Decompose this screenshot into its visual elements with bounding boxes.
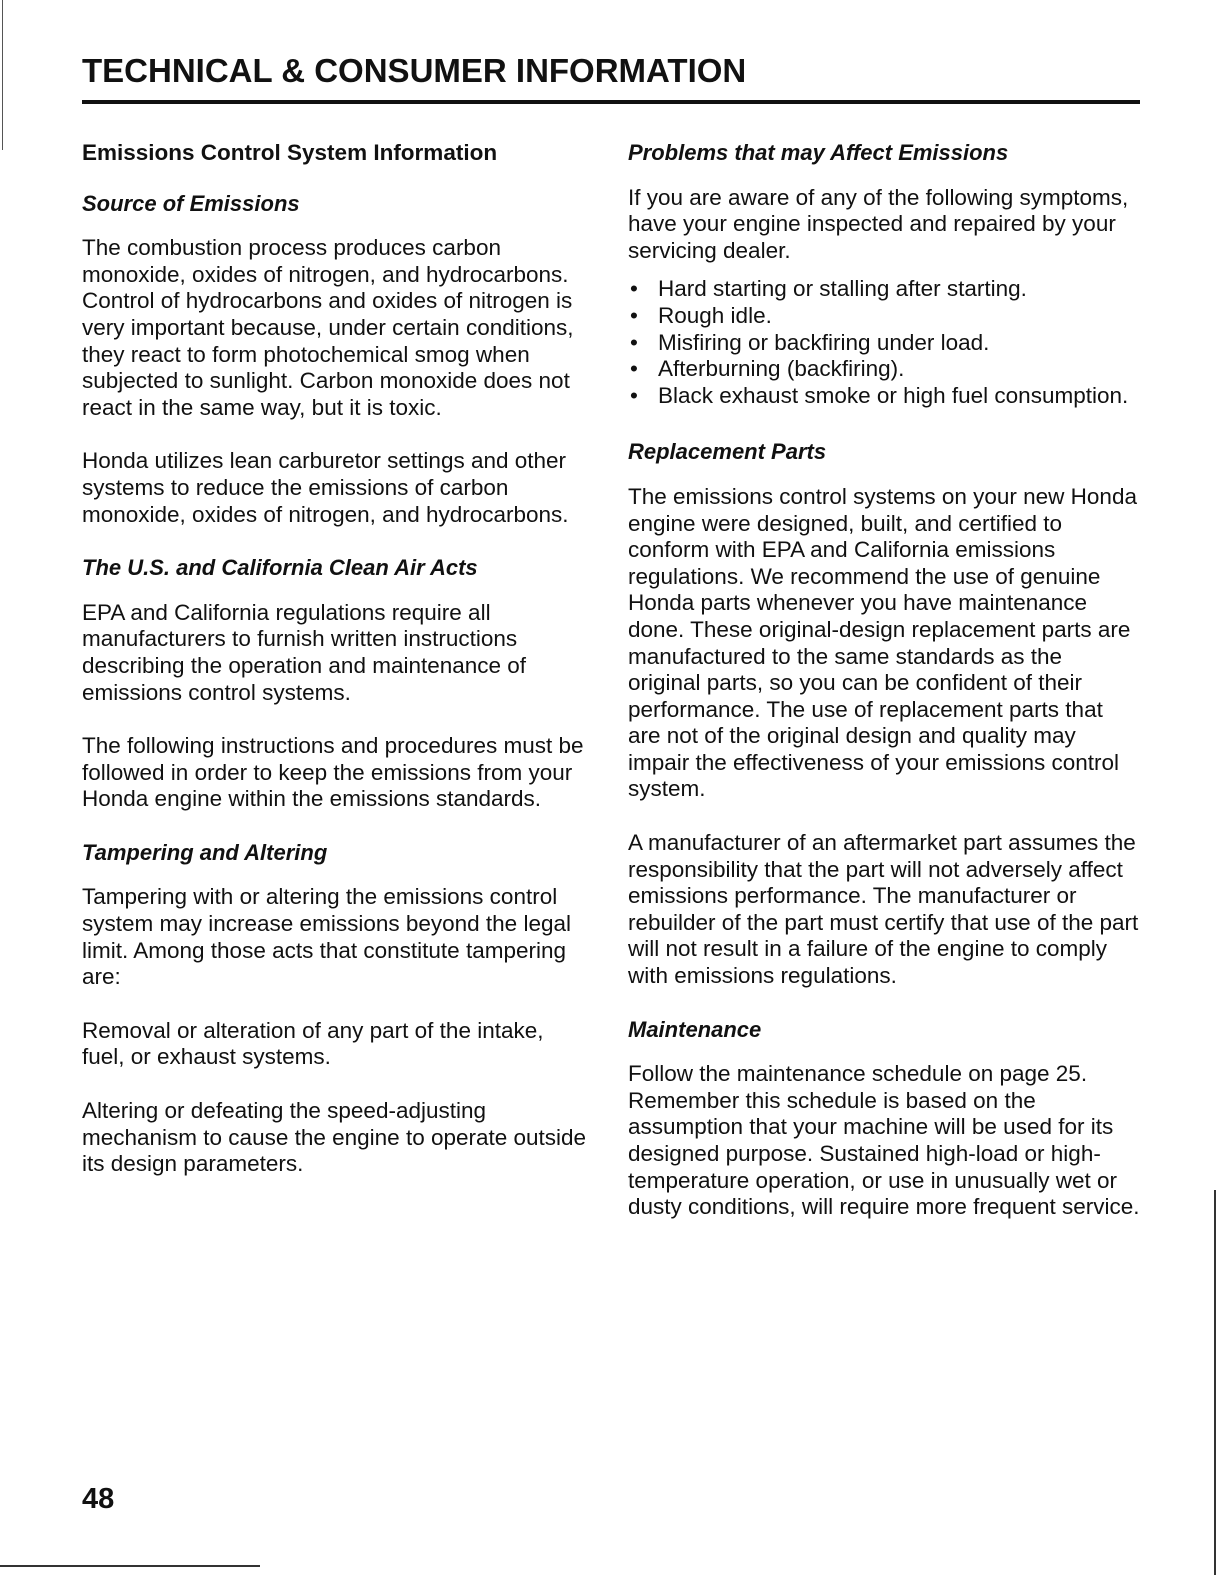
bullet-icon: •: [630, 382, 638, 408]
list-item: • Afterburning (backfiring).: [630, 356, 905, 382]
heading-problems: Problems that may Affect Emissions: [628, 140, 1009, 165]
paragraph-tampering-1: Tampering with or altering the emissions control system may increase emissions beyond the legal limit. Among those acts that constitute tampering are:: [82, 884, 571, 990]
heading-tampering: Tampering and Altering: [82, 839, 328, 865]
symptom-list: [628, 276, 1140, 409]
bullet-icon: •: [630, 356, 638, 382]
heading-clean-air-acts: The U.S. and California Clean Air Acts: [82, 555, 478, 581]
heading-source-of-emissions: Source of Emissions: [82, 190, 300, 216]
section-heading-emissions: Emissions Control System Information: [82, 140, 498, 165]
scan-edge-right: [1214, 1190, 1216, 1575]
list-item: • Hard starting or stalling after starting.: [630, 276, 1027, 302]
paragraph-source-1: The combustion process produces carbon monoxide, oxides of nitrogen, and hydrocarbons. Control of hydrocarbons and oxides of nitrogen is very important because, under certain conditions, they react to form photochemical smog when subjected to sunlight. Carbon monoxide does not react in the same way, but it is toxic.: [82, 235, 574, 420]
paragraph-replacement-1: The emissions control systems on your new Honda engine were designed, built, and certified to conform with EPA and California emissions regulations. We recommend the use of genuine Honda parts whenever you have maintenance done. These original-design replacement parts are manufactured to the same standards as the original parts, so you can be confident of their performance. The use of replacement parts that are not of the original design and quality may impair the effectiveness of your emissions control system.: [628, 483, 1137, 802]
heading-maintenance: Maintenance: [628, 1016, 762, 1042]
paragraph-source-2: Honda utilizes lean carburetor settings and other systems to reduce the emissions of carbon monoxide, oxides of nitrogen, and hydrocarbons.: [82, 448, 569, 527]
title-rule: [82, 100, 1140, 104]
list-item: • Misfiring or backfiring under load.: [630, 329, 990, 355]
scan-edge-left: [2, 0, 3, 150]
paragraph-tampering-2: Removal or alteration of any part of the intake, fuel, or exhaust systems.: [82, 1017, 544, 1070]
list-item: • Rough idle.: [630, 302, 772, 328]
paragraph-problems-intro: If you are aware of any of the following symptoms, have your engine inspected and repaired by your servicing dealer.: [628, 184, 1129, 263]
page-number: 48: [82, 1483, 115, 1515]
paragraph-replacement-2: A manufacturer of an aftermarket part assumes the responsibility that the part will not adversely affect emissions performance. The manufacturer or rebuilder of the part must certify that use of the part will not result in a failure of the engine to comply with emissions regulations.: [628, 830, 1139, 989]
paragraph-maintenance-1: Follow the maintenance schedule on page 25. Remember this schedule is based on the assumption that your machine will be used for its designed purpose. Sustained high-load or high-temperature operation, or use in unusually wet or dusty conditions, will require more frequent service.: [628, 1061, 1140, 1220]
page-title: TECHNICAL & CONSUMER INFORMATION: [82, 52, 747, 89]
bullet-icon: •: [630, 276, 638, 302]
heading-replacement-parts: Replacement Parts: [628, 439, 827, 465]
scan-edge-bottom: [0, 1565, 260, 1567]
left-column: [82, 140, 592, 1205]
list-item: • Black exhaust smoke or high fuel consumption.: [630, 382, 1129, 408]
paragraph-clean-air-2: The following instructions and procedures must be followed in order to keep the emissions from your Honda engine within the emissions standards.: [82, 733, 584, 812]
paragraph-tampering-3: Altering or defeating the speed-adjusting mechanism to cause the engine to operate outside its design parameters.: [82, 1098, 587, 1177]
bullet-icon: •: [630, 329, 638, 355]
paragraph-clean-air-1: EPA and California regulations require all manufacturers to furnish written instructions describing the operation and maintenance of emissions control systems.: [82, 599, 527, 705]
right-column: [628, 140, 1140, 1248]
bullet-icon: •: [630, 302, 638, 328]
